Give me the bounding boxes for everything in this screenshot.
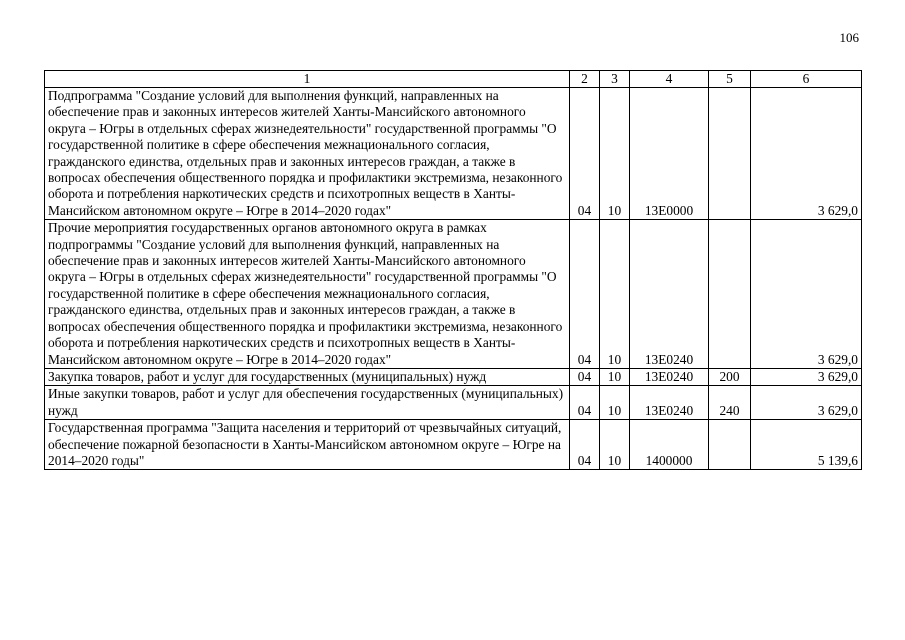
row-name: Иные закупки товаров, работ и услуг для обеспечения государственных (муниципальных) нужд: [48, 386, 564, 418]
row-name-cell: [45, 88, 570, 220]
table-row: [45, 420, 862, 470]
amount-cell: 5 139,6: [751, 420, 862, 470]
expense-type-cell: [709, 88, 751, 220]
section-code-cell: 04: [570, 88, 600, 220]
subsection-code-cell: 10: [600, 88, 630, 220]
column-header: 3: [600, 71, 630, 88]
table-row: [45, 386, 862, 420]
section-code-cell: 04: [570, 386, 600, 420]
expense-type-cell: 240: [709, 386, 751, 420]
expense-type-cell: [709, 420, 751, 470]
amount-cell: 3 629,0: [751, 368, 862, 385]
subsection-code-cell: 10: [600, 368, 630, 385]
column-header: 4: [630, 71, 709, 88]
target-article-cell: 13Е0240: [630, 368, 709, 385]
section-code-cell: 04: [570, 220, 600, 369]
target-article-cell: 1400000: [630, 420, 709, 470]
expense-type-cell: [709, 220, 751, 369]
table-header-row: [45, 71, 862, 88]
row-name: Подпрограмма "Создание условий для выполнения функций, направленных на обеспечение прав и законных интересов жителей Ханты-Мансийского автономного округа – Югры в отдельных сферах жизнедеятельности" государственной программы "О государственной политике в сфере обеспечения межнационального согласия, гражданского единства, отдельных прав и законных интересов граждан, а также в вопросах обеспечения общественного порядка и профилактики экстремизма, незаконного оборота и потребления наркотических средств и психотропных веществ в Ханты-Мансийском автономном округе – Югре в 2014–2020 годах": [48, 88, 563, 218]
budget-table: [44, 70, 862, 470]
table-row: [45, 220, 862, 369]
amount-cell: 3 629,0: [751, 88, 862, 220]
section-code-cell: 04: [570, 368, 600, 385]
column-header: 1: [45, 71, 570, 88]
table-row: [45, 88, 862, 220]
column-header: 2: [570, 71, 600, 88]
subsection-code-cell: 10: [600, 386, 630, 420]
section-code-cell: 04: [570, 420, 600, 470]
amount-cell: 3 629,0: [751, 220, 862, 369]
row-name-cell: [45, 220, 570, 369]
amount-cell: 3 629,0: [751, 386, 862, 420]
row-name: Государственная программа "Защита населения и территорий от чрезвычайных ситуаций, обеспечение пожарной безопасности в Ханты-Мансийском автономном округе – Югре на 2014–2020 годы": [48, 420, 562, 468]
row-name: Прочие мероприятия государственных органов автономного округа в рамках подпрограммы "Создание условий для выполнения функций, направленных на обеспечение прав и законных интересов жителей Ханты-Мансийского автономного округа – Югры в отдельных сферах жизнедеятельности" государственной программы "О государственной политике в сфере обеспечения межнационального согласия, гражданского единства, отдельных прав и законных интересов граждан, а также в вопросах обеспечения общественного порядка и профилактики экстремизма, незаконного оборота и потребления наркотических средств и психотропных веществ в Ханты-Мансийском автономном округе – Югре в 2014–2020 годах": [48, 220, 563, 367]
row-name-cell: [45, 368, 570, 385]
table-row: [45, 368, 862, 385]
row-name-cell: [45, 386, 570, 420]
column-header: 5: [709, 71, 751, 88]
target-article-cell: 13Е0240: [630, 220, 709, 369]
target-article-cell: 13Е0000: [630, 88, 709, 220]
target-article-cell: 13Е0240: [630, 386, 709, 420]
page-number: 106: [839, 30, 859, 45]
column-header: 6: [751, 71, 862, 88]
row-name: Закупка товаров, работ и услуг для государственных (муниципальных) нужд: [48, 368, 487, 384]
subsection-code-cell: 10: [600, 220, 630, 369]
expense-type-cell: 200: [709, 368, 751, 385]
subsection-code-cell: 10: [600, 420, 630, 470]
row-name-cell: [45, 420, 570, 470]
